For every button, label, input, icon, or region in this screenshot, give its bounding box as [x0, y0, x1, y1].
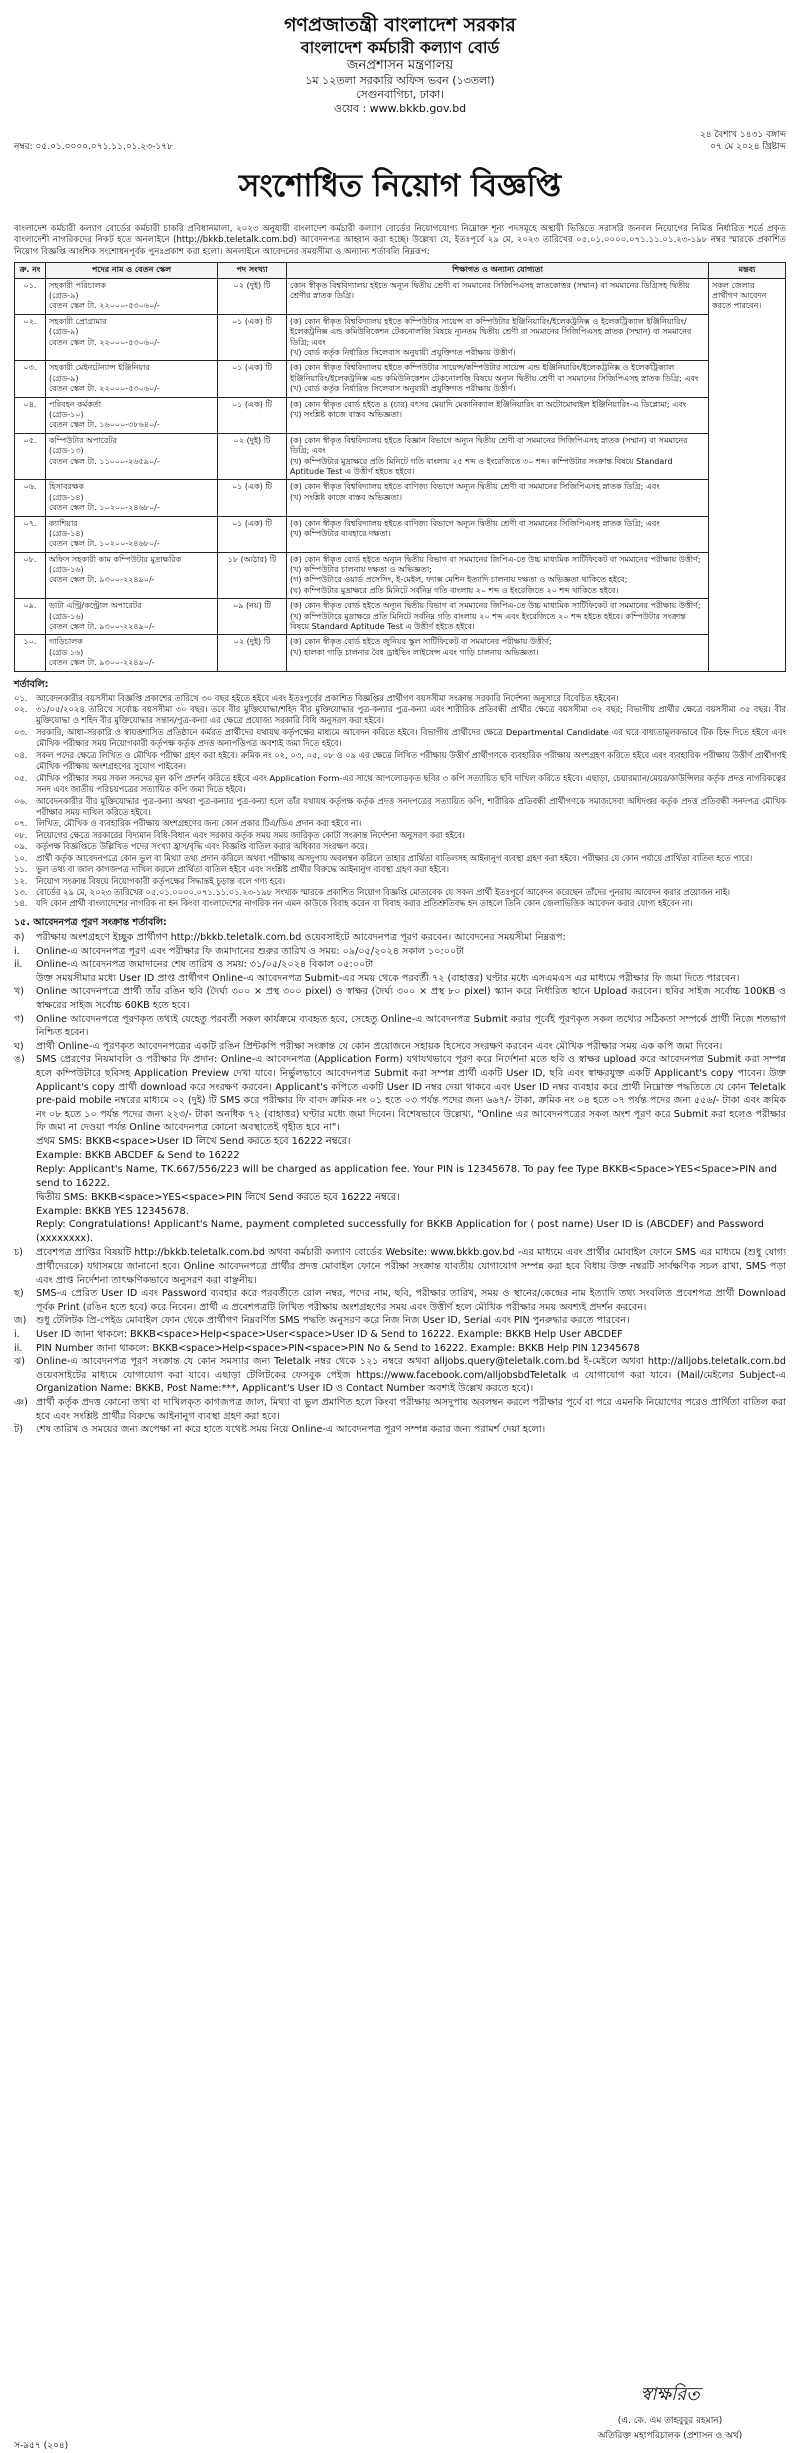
post-post: সহকারী প্রোগ্রামার	[49, 316, 107, 326]
address-line-2: সেগুনবাগিচা, ঢাকা।	[355, 87, 445, 101]
post-scale: বেতন স্কেল টা. ১১০০০-২৬৫৯০/-	[49, 456, 160, 466]
row-post	[46, 552, 218, 599]
conditions-title: শর্তাবলি:	[14, 678, 49, 690]
row-post-count: ০১ (এক) টি	[218, 480, 287, 516]
sms-second-example: Example: BKKB YES 12345678.	[36, 1205, 189, 1217]
letterhead	[14, 14, 786, 115]
after-item	[14, 1355, 786, 1396]
condition-item	[14, 830, 786, 841]
apply-item	[14, 972, 786, 986]
condition-item	[14, 727, 786, 750]
apply-item	[14, 1040, 786, 1054]
after-item-text: প্রার্থী কর্তৃক প্রদত্ত কোনো তথ্য বা দাখিলকৃত কাগজপত্র জাল, মিথ্যা বা ভুল প্রমাণিত হলে কিংবা পরীক্ষায় অসদুপায় অবলম্বন করলে পরীক্ষার পূর্বে বা পরে এমনকি নিয়োগের পরেও প্রার্থিতা বাতিল করা হবে এবং সংশ্লিষ্ট প্রার্থীর বিরুদ্ধে আইনানুগ ব্যবস্থা গ্রহণ করা হবে।	[36, 1397, 786, 1422]
row-post-count: ০২ (দুই) টি	[218, 635, 287, 671]
post-scale: বেতন স্কেল টা. ২২০০০-৫৩০৬০/-	[49, 301, 160, 311]
row-serial: ০৫.	[15, 433, 46, 480]
qualification-item: (খ) কম্পিউটার চালনায় দক্ষতা ও অভিজ্ঞতা;	[290, 565, 432, 575]
row-serial: ০৬.	[15, 480, 46, 516]
row-post-count: ০২ (দুই) টি	[218, 433, 287, 480]
post-grade: (গ্রেড-৯)	[49, 327, 79, 337]
row-qualification	[287, 278, 709, 314]
header-serial: ক্র. নং	[15, 263, 46, 278]
row-post-count: ০১ (এক) টি	[218, 361, 287, 397]
condition-item-number: ১১.	[14, 864, 28, 875]
after-item	[14, 1314, 786, 1328]
condition-item-number: ০৯.	[14, 841, 28, 852]
apply-item-number: গ)	[14, 1013, 25, 1025]
government-name: গণপ্রজাতন্ত্রী বাংলাদেশ সরকার	[284, 14, 516, 36]
notice-title: সংশোধিত নিয়োগ বিজ্ঞপ্তি	[238, 167, 562, 204]
vacancy-table-body	[15, 278, 786, 671]
after-item	[14, 1287, 786, 1314]
row-post	[46, 635, 218, 671]
qualification-item: (ক) কোন স্বীকৃত বিশ্ববিদ্যালয় হইতে বাণিজ্য বিভাগে অন্যূন দ্বিতীয় শ্রেণী বা সমমানের সিজিপিএসহ স্নাতক ডিগ্রি; এবং	[290, 482, 660, 492]
condition-item-number: ০৩.	[14, 726, 28, 737]
row-serial: ০৪.	[15, 397, 46, 433]
qualification-item: (ক) কোন স্বীকৃত বিশ্ববিদ্যালয় হইতে কম্পিউটার সায়েন্স/কম্পিউটার সায়েন্স এন্ড ইঞ্জিনিয়ারিং/ইলেকট্রনিক্স ও ইলেকট্রিক্যাল ইঞ্জিনিয়ারিং/ইলেকট্রনিক্স এন্ড কমিউনিকেশন টেকনোলজি বিষয়ে অন্যূন দ্বিতীয় শ্রেণী বা সমমানের সিজিপিএসহ স্নাতক ডিগ্রি; এবং	[290, 363, 699, 383]
after-item-number: চ)	[14, 1247, 23, 1259]
condition-item-text: ভুল তথ্য বা জাল কাগজপত্র দাখিল করলে প্রার্থিতা বাতিল হইবে এবং সংশ্লিষ্ট প্রার্থীর বিরুদ্ধে আইনানুগ ব্যবস্থা গ্রহণ করা হইবে।	[36, 864, 449, 875]
row-qualification	[287, 314, 709, 361]
row-post-count: ০২ (দুই) টি	[218, 278, 287, 314]
qualification-item: (ঘ) কম্পিউটার মুদ্রাক্ষরে প্রতি মিনিটে সর্বনিম্ন গতি বাংলায় ২০ শব্দ ও ইংরেজিতে ২০ শব্দ থাকিতে হইবে।	[290, 585, 619, 595]
apply-item-text: পরীক্ষায় অংশগ্রহণে ইচ্ছুক প্রার্থীগণ http://bkkb.teletalk.com.bd ওয়েবসাইটে আবেদনপত্র পূরণ করবেন। আবেদনের সময়সীমা নিম্নরূপ:	[36, 931, 566, 943]
post-post: কম্পিউটার অপারেটর	[49, 435, 118, 445]
post-scale: বেতন স্কেল টা. ২২০০০-৫৩০৬০/-	[49, 384, 160, 394]
condition-item-number: ১০.	[14, 852, 28, 863]
apply-item-number	[14, 972, 36, 986]
condition-item-text: ৩১/০৫/২০২৪ তারিখে সর্বোচ্চ বয়সসীমা ৩০ বছর। তবে বীর মুক্তিযোদ্ধা/শহিদ বীর মুক্তিযোদ্ধার পুত্র-কন্যার পুত্র-কন্যা এবং শারীরিক প্রতিবন্ধী প্রার্থীর ক্ষেত্রে বয়সসীমা ৩২ বছর; বিভাগীয় প্রার্থীর ক্ষেত্রে বয়সসীমা ৩৫ বছর। বীর মুক্তিযোদ্ধা ও শহিদ বীর মুক্তিযোদ্ধার সন্তান/পুত্র-কন্যা এর ক্ষেত্রে প্রযোজ্য সরকারি বিধি অনুসরণ করা হইবে।	[36, 704, 786, 726]
apply-item-number: ঙ)	[14, 1054, 25, 1066]
after-item-text: Online-এ আবেদনপত্র পূরণ সংক্রান্ত যে কোন সমস্যার জন্য Teletalk নম্বর থেকে ১২১ নম্বরে অথবা alljobs.query@teletalk.com.bd ই-মেইলে অথবা http://alljobs.teletalk.com.bd ওয়েবসাইটের মাধ্যমে যোগাযোগ করা যাবে। এছাড়া টেলিটকের ফেসবুক পেইজ https://www.facebook.com/alljobsbdTeletalk এ যোগাযোগ করা যাবে। (Mail/মেইলের Subject-এ Organization Name: BKKB, Post Name:***, Applicant's User ID ও Contact Number অবশ্যই উল্লেখ করতে হবে)।	[36, 1356, 786, 1395]
apply-item-text: Online-এ আবেদনপত্র জমাদানের শেষ তারিখ ও সময়: ৩১/০৫/২০২৪ বিকাল ০৫:০০টা	[36, 959, 374, 971]
row-post	[46, 516, 218, 552]
apply-item-number: ক)	[14, 931, 25, 943]
condition-item-number: ০১.	[14, 692, 28, 703]
row-serial: ০২.	[15, 314, 46, 361]
condition-item	[14, 853, 786, 864]
post-post: পরিবহন কর্মকর্তা	[49, 399, 102, 409]
post-scale: বেতন স্কেল টা. ৯৩০০-২২৪৯০/-	[49, 658, 155, 668]
condition-item	[14, 704, 786, 727]
row-post-count: ১৮ (আঠার) টি	[218, 552, 287, 599]
apply-item-text: উক্ত সময়সীমার মধ্যে User ID প্রাপ্ত প্রার্থীগণ Online-এ আবেদনপত্র Submit-এর সময় থেকে পরবর্তী ৭২ (বাহাত্তর) ঘণ্টার মধ্যে এসএমএস এর মাধ্যমে পরীক্ষার ফি জমা দিতে পারবেন।	[36, 972, 740, 984]
condition-item	[14, 773, 786, 796]
after-item-number: জ)	[14, 1315, 27, 1327]
apply-item	[14, 985, 786, 1012]
post-scale: বেতন স্কেল টা. ২২০০০-৫৩০৬০/-	[49, 337, 160, 347]
table-row	[15, 599, 786, 635]
row-qualification	[287, 516, 709, 552]
header-remark: মন্তব্য	[709, 263, 786, 278]
intro-paragraph: বাংলাদেশ কর্মচারী কল্যাণ বোর্ডের কর্মচারী চাকরি প্রবিধানমালা, ২০২৩ অনুযায়ী বাংলাদেশ কর্মচারী কল্যাণ বোর্ডের নিয়োগযোগ্য নিম্নোক্ত শূন্য পদসমূহে অস্থায়ী ভিত্তিতে সরাসরি জনবল নিয়োগের নিমিত্ত নির্ধারিত শর্তে প্রকৃত বাংলাদেশী নাগরিকদের নিকট হতে অনলাইনে (http://bkkb.teletalk.com.bd) আবেদনপত্র আহ্বান করা হচ্ছে। উল্লেখ্য যে, ইতঃপূর্বে ২৯ মে, ২০২৩ তারিখের ০৫.০১.০০০০.০৭১.১১.০১.২৩-১৯৮ নম্বর স্মারকে প্রকাশিত নিয়োগ বিজ্ঞপ্তি আংশিক সংশোধনপূর্বক পুনঃপ্রকাশ করা হলো। অনলাইনে আবেদনের সময়সীমা ও অন্যান্য শর্তাবলি নিম্নরূপ:	[14, 223, 786, 257]
after-item-text: শেষ তারিখ ও সময়ের জন্য অপেক্ষা না করে হাতে যথেষ্ট সময় নিয়ে Online-এ আবেদনপত্র পূরণ সম্পন্ন করার জন্য পরামর্শ দেয়া হলো।	[36, 1424, 546, 1436]
row-post	[46, 480, 218, 516]
condition-item-text: সরকারি, আধা-সরকারি ও স্বায়ত্তশাসিত প্রতিষ্ঠানে কর্মরত প্রার্থীদের যথাযথ কর্তৃপক্ষের মাধ্যমে আবেদন করিতে হইবে। বিভাগীয় প্রার্থীদের ক্ষেত্রে Departmental Candidate এর ঘরে বাধ্যতামূলকভাবে টিক চিহ্ন দিতে হইবে এবং মৌখিক পরীক্ষার সময় নিয়োগকারী কর্তৃপক্ষ কর্তৃক প্রদত্ত অনাপত্তিপত্র অবশ্যই জমা দিতে হইবে।	[36, 726, 786, 749]
apply-list	[14, 931, 786, 1135]
qualification-item: (খ) কম্পিউটারে মুদ্রাক্ষরে প্রতি মিনিটে সর্বনিম্ন গতি বাংলায় ২০ শব্দ এবং ইংরেজিতে ২০ শব্দ হইতে হইবে। কম্পিউটার সংক্রান্ত বিষয়ে Standard Aptitude Test এ উত্তীর্ণ হইতে হইবে।	[290, 611, 686, 632]
row-serial: ১০.	[15, 635, 46, 671]
table-row	[15, 397, 786, 433]
date-english: ০৭ মে ২০২৪ খ্রিষ্টাব্দ	[710, 142, 786, 153]
apply-item	[14, 931, 786, 945]
date-bangla: ২৪ বৈশাখ ১৪৩১ বঙ্গাব্দ	[699, 130, 786, 141]
condition-item-number: ১২.	[14, 875, 28, 886]
condition-item-number: ০৪.	[14, 749, 28, 760]
post-grade: (গ্রেড-১০)	[49, 410, 84, 419]
condition-item-number: ০৫.	[14, 772, 28, 783]
post-post: অফিস সহকারী কাম কম্পিউটার মুদ্রাক্ষরিক	[49, 554, 182, 564]
qualification-item: (খ) সংশ্লিষ্ট কাজে বাস্তব অভিজ্ঞতা।	[290, 492, 402, 502]
qualification-item: (ক) কোন স্বীকৃত বোর্ড হইতে অন্যূন দ্বিতীয় বিভাগ বা সমমানের জিপিএ-তে উচ্চ মাধ্যমিক সার্টিফিকেট বা সমমানের পরীক্ষায় উত্তীর্ণ;	[290, 554, 701, 564]
row-serial: ০৩.	[15, 361, 46, 397]
post-scale: বেতন স্কেল টা. ১০২০০-২৪৬৮০/-	[49, 503, 160, 513]
signature-block	[580, 2380, 760, 2443]
apply-item-number: ii.	[14, 959, 23, 971]
condition-item	[14, 898, 786, 909]
row-post	[46, 599, 218, 635]
after-item-number: ঞ)	[14, 1397, 28, 1408]
post-scale: বেতন স্কেল টা. ১০২০০-২৪৬৮০/-	[49, 539, 160, 549]
row-serial: ০৭.	[15, 516, 46, 552]
signatory-name: (এ. কে. এম তাহবুবুর রহমান)	[617, 2416, 723, 2426]
condition-item-number: ০২.	[14, 704, 28, 715]
qualification-item: কোন স্বীকৃত বিশ্ববিদ্যালয় হইতে অন্যূন দ্বিতীয় শ্রেণী বা সমমানের সিজিপিএসহ স্নাতকোত্তর (সম্মান) বা সমমানের ডিগ্রিসহ দ্বিতীয় শ্রেণীর স্নাতক ডিগ্রি।	[290, 280, 690, 301]
condition-item-number: ১৪.	[14, 898, 28, 909]
after-item-number: i.	[14, 1328, 20, 1340]
signature-mark: স্বাক্ষরিত	[640, 2384, 700, 2405]
condition-item-text: আবেদনকারীর বয়সসীমা বিজ্ঞপ্তি প্রকাশের তারিখে ৩০ বছর হইতে হইবে এবং ইতঃপূর্বের প্রকাশিত বিজ্ঞপ্তির প্রার্থীগণ বয়সসীমা সংক্রান্ত সরকারি নির্দেশনা অনুসারে বিবেচিত হইবেন।	[36, 692, 619, 703]
issue-dates	[700, 129, 786, 153]
condition-item-text: যদি কোন প্রার্থী বাংলাদেশের নাগরিক না হন কিংবা বাংলাদেশের নাগরিক নন এমন কাউকে বিবাহ করেন বা বিবাহ করার প্রতিশ্রুতিবদ্ধ হন তাহলে তিনি কোন জেলাভিত্তিক আবেদন করার যোগ্য হইবেন না।	[36, 898, 693, 909]
apply-item	[14, 958, 786, 972]
post-post: ডাটা এন্ট্রি/কন্ট্রোল অপারেটর	[49, 601, 142, 611]
condition-item-number: ০৬.	[14, 795, 28, 806]
post-grade: (গ্রেড-১৪)	[49, 528, 84, 538]
signatory-designation: অতিরিক্ত মহাপরিচালক (প্রশাসন ও অর্থ)	[597, 2431, 743, 2441]
row-qualification	[287, 433, 709, 480]
condition-item	[14, 693, 786, 704]
row-post	[46, 278, 218, 314]
qualification-item: (ক) কোন স্বীকৃত বিশ্ববিদ্যালয় হইতে বাণিজ্য বিভাগে অন্যূন দ্বিতীয় শ্রেণী বা সমমানের সিজিপিএসহ স্নাতক ডিগ্রি; এবং	[290, 518, 660, 528]
table-row	[15, 552, 786, 599]
apply-item	[14, 1053, 786, 1135]
row-post-count: ০১ (এক) টি	[218, 397, 287, 433]
post-grade: (গ্রেড ১৬)	[49, 647, 84, 657]
memo-number: নম্বর: ০৫.০১.০০০০.০৭১.১১.০১.২৩-১৭৮	[14, 141, 173, 152]
qualification-item: (ক) কোন স্বীকৃত বোর্ড হইতে অন্যূন দ্বিতীয় বিভাগ বা সমমানের জিপিএ-তে উচ্চ মাধ্যমিক সার্টিফিকেট বা সমমানের পরীক্ষায় উত্তীর্ণ;	[290, 601, 701, 611]
row-post-count: ০১ (এক) টি	[218, 516, 287, 552]
condition-item	[14, 796, 786, 819]
row-qualification	[287, 552, 709, 599]
after-item-text: প্রবেশপত্র প্রাপ্তির বিষয়টি http://bkkb.teletalk.com.bd অথবা কর্মচারী কল্যাণ বোর্ডের Website: www.bkkb.gov.bd -এর মাধ্যমে এবং প্রার্থীর মোবাইল ফোনে SMS এর মাধ্যমে (শুধু যোগ্য প্রার্থীদেরকে) যথাসময়ে জানানো হবে। Online আবেদনপত্রে প্রার্থীর প্রদত্ত মোবাইল ফোনে পরীক্ষা সংক্রান্ত যাবতীয় যোগাযোগ সম্পন্ন করা হবে বিধায় উক্ত নম্বরটি সার্বক্ষণিক সচল রাখা, SMS পড়া এবং প্রাপ্ত নির্দেশনা তাৎক্ষণিকভাবে অনুসরণ করা বাঞ্ছনীয়।	[36, 1247, 786, 1286]
condition-item-text: প্রার্থী কর্তৃক আবেদনপত্রে কোন ভুল বা মিথ্যা তথ্য প্রদান করিলে অথবা পরীক্ষায় অসদুপায় অবলম্বন করিলে তাহার প্রার্থিতা বাতিলসহ আইনানুগ ব্যবস্থা গ্রহণ করা হইবে। পরীক্ষার যে কোন পর্যায়ে প্রার্থিতা বাতিল হতে পারে।	[36, 852, 753, 863]
row-post	[46, 397, 218, 433]
table-row	[15, 361, 786, 397]
footer-code: স-৯৫৭ (২০৪)	[14, 2441, 69, 2451]
apply-item-text: প্রার্থী Online-এ পূরণকৃত আবেদনপত্রের একটি রঙিন প্রিন্টকপি পরীক্ষা সংক্রান্ত যে কোন প্রয়োজনে সহায়ক হিসেবে সংরক্ষণ করবেন এবং মৌখিক পরীক্ষার সময় এক কপি জমা দিবেন।	[36, 1040, 723, 1052]
after-item-text: SMS-এ প্রেরিত User ID এবং Password ব্যবহার করে পরবর্তীতে রোল নম্বর, পদের নাম, ছবি, পরীক্ষার তারিখ, সময় ও স্থানের/কেন্দ্রের নাম ইত্যাদি তথ্য সংবলিত প্রবেশপত্র প্রার্থী Download পূর্বক Print (রঙিন হতে হবে) করে নিবেন। প্রার্থী এ প্রবেশপত্রটি লিখিত পরীক্ষায় অংশগ্রহণের সময় এবং উত্তীর্ণ হলে মৌখিক পরীক্ষার সময় অবশ্যই প্রদর্শন করবেন।	[36, 1288, 786, 1313]
row-serial: ০১.	[15, 278, 46, 314]
conditions-list	[14, 693, 786, 910]
condition-item	[14, 864, 786, 875]
vacancy-table	[14, 262, 786, 671]
after-item-text: User ID জানা থাকলে: BKKB<space>Help<space>User<space>User ID & Send to 16222. Example: BKKB Help User ABCDEF	[36, 1328, 623, 1340]
after-item-number: ট)	[14, 1424, 23, 1436]
sms-first-label: প্রথম SMS: BKKB<space>User ID লিখে Send করতে হবে 16222 নম্বরে।	[36, 1136, 351, 1148]
sms-second-label: দ্বিতীয় SMS: BKKB<space>YES<space>PIN লিখে Send করতে হবে 16222 নম্বরে।	[36, 1191, 400, 1203]
post-post: হিসাবরক্ষক	[49, 482, 85, 492]
qualification-item: (গ) কম্পিউটারে ওয়ার্ড প্রসেসিং, ই-মেইল, ফ্যাক্স মেশিন ইত্যাদি চালনায় দক্ষতা ও অভিজ্ঞতা থাকিতে হইবে;	[290, 575, 628, 585]
website: ওয়েব : www.bkkb.gov.bd	[333, 101, 467, 115]
after-item-number: ঝ)	[14, 1356, 26, 1368]
header-qualification: শিক্ষাগত ও অন্যান্য যোগ্যতা	[287, 263, 709, 278]
post-grade: (গ্রেড-১৪)	[49, 492, 84, 502]
row-post	[46, 314, 218, 361]
apply-item-text: Online-এ আবেদনপত্র পূরণ এবং পরীক্ষার ফি জমাদানের শুরুর তারিখ ও সময়: ০৯/০৫/২০২৪ সকাল ১০:০০টা	[36, 945, 465, 957]
condition-item-text: কর্তৃপক্ষ বিজ্ঞপ্তিতে উল্লিখিত পদের সংখ্যা হ্রাস/বৃদ্ধি এবং বিজ্ঞপ্তি বাতিল করার অধিকার সংরক্ষণ করে।	[36, 841, 368, 852]
condition-item-text: সকল পদের ক্ষেত্রে লিখিত ও মৌখিক পরীক্ষা গ্রহণ করা হইবে। ক্রমিক নং ০২, ০৩, ০৫, ০৮ ও ০৯ এর ক্ষেত্রে লিখিত পরীক্ষায় উত্তীর্ণ প্রার্থীগণকে ব্যবহারিক পরীক্ষায় অংশগ্রহণ করিতে হইবে এবং ব্যবহারিক পরীক্ষায় উত্তীর্ণ প্রার্থীগণই মৌখিক পরীক্ষায় অংশগ্রহণের সুযোগ পাইবেন।	[36, 749, 786, 772]
table-row	[15, 278, 786, 314]
apply-item-text: SMS প্রেরণের নিয়মাবলি ও পরীক্ষার ফি প্রদান: Online-এ আবেদনপত্র (Application Form) যথাযথভাবে পূরণ করে নির্দেশনা মতে ছবি ও স্বাক্ষর upload করে আবেদনপত্র Submit করা সম্পন্ন হলে কম্পিউটারে ছবিসহ Application Preview দেখা যাবে। নির্ভুলভাবে আবেদনপত্র Submit করা সম্পন্ন প্রার্থী একটি User ID, ছবি এবং স্বাক্ষরযুক্ত একটি Applicant's copy পাবেন। উক্ত Applicant's copy প্রার্থী download করে সংরক্ষণ করবেন। Applicant's কপিতে একটি User ID নম্বর দেয়া থাকবে এবং User ID নম্বর ব্যবহার করে প্রার্থী নিম্নোক্ত পদ্ধতিতে যে কোন Teletalk pre-paid mobile নম্বরের মাধ্যমে ০২ (দুই) টি SMS করে পরীক্ষার ফি বাবদ ক্রমিক নং ০১ হতে ০৩ পর্যন্ত পদের জন্য ৬৬৭/- টাকা, ক্রমিক নং ০৪ হতে ০৭ পর্যন্ত পদের জন্য ৫৫৬/- টাকা এবং ক্রমিক নং ০৮ হতে ১০ পর্যন্ত পদের জন্য ২২৩/- টাকা অনধিক ৭২ (বাহাত্তর) ঘণ্টার মধ্যে জমা দিবেন। বিশেষভাবে উল্লেখ্য, "Online এর আবেদনপত্রের সকল অংশ পূরণ করে Submit করা হলেও পরীক্ষার ফি জমা না দেওয়া পর্যন্ত Online আবেদনপত্র কোনো অবস্থাতেই গৃহীত হবে না"।	[36, 1054, 786, 1134]
after-item	[14, 1342, 786, 1356]
post-scale: বেতন স্কেল টা. ৯৩০০-২২৪৯০/-	[49, 622, 155, 632]
table-row	[15, 433, 786, 480]
condition-item	[14, 887, 786, 898]
after-item	[14, 1423, 786, 1437]
qualification-item: (খ) বোর্ড কর্তৃক নির্ধারিত সিলেবাস অনুযায়ী প্রযুক্তিগত পরীক্ষায় উত্তীর্ণ।	[290, 384, 516, 394]
apply-item-text: Online আবেদনপত্রে প্রার্থী তাঁর রঙিন ছবি (দৈর্ঘ্য ৩০০ × প্রস্থ ৩০০ pixel) ও স্বাক্ষর (দৈর্ঘ্য ৩০০ × প্রস্থ ৮০ pixel) স্ক্যান করে নির্ধারিত স্থানে Upload করবেন। ছবির সাইজ সর্বোচ্চ 100KB ও স্বাক্ষরের সাইজ সর্বোচ্চ 60KB হতে হবে।	[36, 986, 786, 1011]
row-serial: ০৯.	[15, 599, 46, 635]
table-header-row	[15, 263, 786, 278]
condition-item	[14, 750, 786, 773]
row-remark: সকল জেলার প্রার্থীগণ আবেদন করতে পারবেন।	[709, 278, 786, 671]
post-grade: (গ্রেড-১৬)	[49, 611, 84, 621]
row-post	[46, 433, 218, 480]
condition-item	[14, 876, 786, 887]
qualification-item: (খ) কম্পিউটার ব্যবহারে দক্ষতা।	[290, 528, 391, 538]
post-post: সহকারী পরিচালক	[49, 280, 106, 290]
condition-item-number: ০৭.	[14, 818, 28, 829]
ministry-name: জনপ্রশাসন মন্ত্রণালয়	[346, 57, 454, 73]
qualification-item: (খ) বোর্ড কর্তৃক নির্ধারিত সিলেবাস অনুযায়ী প্রযুক্তিগত পরীক্ষায় উত্তীর্ণ।	[290, 348, 516, 358]
post-grade: (গ্রেড-৯)	[49, 373, 79, 383]
table-row	[15, 516, 786, 552]
row-post-count: ০১ (এক) টি	[218, 314, 287, 361]
row-qualification	[287, 361, 709, 397]
apply-item-text: Online আবেদনপত্রে পূরণকৃত তথ্যই যেহেতু পরবর্তী সকল কার্যক্রমে ব্যবহৃত হবে, সেহেতু Online-এ আবেদনপত্র Submit করার পূর্বেই পূরণকৃত সকল তথ্যের সঠিকতা সম্পর্কে প্রার্থী নিজে শতভাগ নিশ্চিত হবেন।	[36, 1013, 786, 1039]
condition-item-text: নিয়োগ সংক্রান্ত বিষয়ে নিয়োগকারী কর্তৃপক্ষের সিদ্ধান্তই চূড়ান্ত বলে গণ্য হবে।	[36, 875, 286, 886]
apply-item-number: খ)	[14, 986, 25, 998]
address-line-1: ১ম ১২তলা সরকারি অফিস ভবন (১৩তলা)	[305, 74, 495, 87]
qualification-item: (খ) সংশ্লিষ্ট কাজে বাস্তব অভিজ্ঞতা।	[290, 410, 402, 419]
condition-item-text: মৌখিক পরীক্ষার সময় সকল সনদের মূল কপি প্রদর্শন করিতে হইবে এবং Application Form-এর সাথে আপলোডকৃত ছবির ৩ কপি সত্যায়িত ছবি দাখিল করিতে হইবে। এছাড়া, চেয়ারম্যান/মেয়র/কাউন্সিলর কর্তৃক প্রদত্ত নাগরিকত্বের সনদ এবং জাতীয় পরিচয়পত্রের সত্যায়িত কপি জমা দিতে হইবে।	[36, 772, 786, 795]
header-count: পদ সংখ্যা	[218, 263, 287, 278]
row-serial: ০৮.	[15, 552, 46, 599]
post-post: গাড়িচালক	[49, 637, 83, 647]
after-item-number: ছ)	[14, 1288, 24, 1300]
table-row	[15, 635, 786, 671]
sms-second-reply: Reply: Congratulations! Applicant's Name, payment completed successfully for BKKB Application for ( post name) User ID is (ABCDEF) and Password (xxxxxxxx).	[36, 1219, 764, 1245]
qualification-item: (খ) হালকা গাড়ি চালনার বৈধ ড্রাইভিং লাইসেন্স এবং গাড়ি চালনায় অভিজ্ঞতা।	[290, 647, 539, 657]
table-row	[15, 480, 786, 516]
post-post: ক্যাশিয়ার	[49, 518, 78, 528]
row-qualification	[287, 480, 709, 516]
condition-item	[14, 818, 786, 829]
row-qualification	[287, 635, 709, 671]
after-item	[14, 1246, 786, 1287]
condition-item-text: আবেদনকারীর বীর মুক্তিযোদ্ধার পুত্র-কন্যা অথবা পুত্র-কন্যার পুত্র-কন্যা হলে তাঁর যথাযথ কর্তৃপক্ষ কর্তৃক প্রদত্ত সনদপত্রের সত্যায়িত কপি, শারীরিক প্রতিবন্ধী প্রার্থীগণকে সমাজসেবা অধিদপ্তর কর্তৃক প্রদত্ত প্রতিবন্ধী সনদপত্র মৌখিক পরীক্ষার সময় দাখিল করিতে হইবে।	[36, 795, 786, 817]
qualification-item: (খ) কম্পিউটার মুদ্রাক্ষরে প্রতি মিনিটে গতি বাংলায় ২৫ শব্দ ও ইংরেজিতে ৩০ শব্দ। কম্পিউটার সংক্রান্ত বিষয়ে Standard Aptitude Test এ উত্তীর্ণ হইতে হইবে।	[290, 456, 673, 476]
after-item	[14, 1328, 786, 1342]
condition-item-text: বোর্ডের ২৯ মে, ২০২৩ তারিখের ০৫.০১.০০০০.০৭১.১১.০১.২৩-১৯৮ সংখ্যক স্মারকে প্রকাশিত নিয়োগ বিজ্ঞপ্তি মোতাবেক যে সকল প্রার্থী ইতঃপূর্বে আবেদন করেছেন তাঁদের পুনরায় আবেদন করার প্রয়োজন নাই।	[36, 887, 730, 898]
row-qualification	[287, 599, 709, 635]
row-post-count: ০৯ (নয়) টি	[218, 599, 287, 635]
sms-instructions	[14, 1135, 786, 1246]
condition-item	[14, 841, 786, 852]
row-post	[46, 361, 218, 397]
qualification-item: (ক) কোন স্বীকৃত বিশ্ববিদ্যালয় হইতে বিজ্ঞান বিভাগে অন্যূন দ্বিতীয় শ্রেণী বা সমমানের সিজিপিএসহ স্নাতক (সম্মান) বা সমমানের ডিগ্রি; এবং	[290, 435, 688, 456]
condition-item-text: লিখিত, মৌখিক ও ব্যবহারিক পরীক্ষায় অংশগ্রহণের জন্য কোন প্রকার টিএ/ডিএ প্রদান করা হইবে না।	[36, 818, 362, 829]
after-item-number: ii.	[14, 1342, 23, 1354]
sms-first-reply: Reply: Applicant's Name, TK.667/556/223 will be charged as application fee. Your PIN is 12345678. To pay fee Type BKKB<Space>YES<Space>PIN and send to 16222.	[36, 1163, 778, 1189]
qualification-item: (ক) কোন স্বীকৃত বিশ্ববিদ্যালয় হইতে কম্পিউটার সায়েন্স বা কম্পিউটার ইঞ্জিনিয়ারিং/ইলেকট্রনিক্স ও ইলেকট্রিক্যাল ইঞ্জিনিয়ারিং/ইলেকট্রনিক্স এন্ড কমিউনিকেশন টেকনোলজি বিষয়ে ন্যূনতম দ্বিতীয় শ্রেণী বা সমমানের সিজিপিএসহ স্নাতক (সম্মান) বা সমমানের ডিগ্রি; এবং	[290, 316, 692, 347]
after-list	[14, 1246, 786, 1437]
post-post: সহকারী মেইনটেন্যান্স ইঞ্জিনিয়ার	[49, 363, 150, 373]
reference-row	[14, 129, 786, 153]
apply-item	[14, 1013, 786, 1040]
after-item-text: PIN Number জানা থাকলে: BKKB<space>Help<space>PIN<space>PIN No & Send to 16222. Example: BKKB Help PIN 12345678	[36, 1342, 640, 1354]
post-scale: বেতন স্কেল টা. ১৬০০০-৩৮৬৪০/-	[49, 420, 160, 430]
row-qualification	[287, 397, 709, 433]
post-grade: (গ্রেড-৯)	[49, 291, 79, 301]
condition-item-number: ১৩.	[14, 887, 28, 898]
post-grade: (গ্রেড-১৩)	[49, 446, 84, 456]
after-item	[14, 1396, 786, 1423]
condition-item-text: নিয়োগের ক্ষেত্রে সরকারের বিদ্যমান বিধি-বিধান এবং সরকার কর্তৃক সময় সময় জারিকৃত কোটা সংক্রান্ত নির্দেশনা অনুসরণ করা হইবে।	[36, 829, 465, 840]
header-post: পদের নাম ও বেতন স্কেল	[46, 263, 218, 278]
apply-item-number: i.	[14, 945, 20, 957]
apply-item	[14, 945, 786, 959]
table-row	[15, 314, 786, 361]
qualification-item: (ক) কোন স্বীকৃত বোর্ড হইতে ৪ (চার) বৎসর মেয়াদি মেকানিক্যাল ইঞ্জিনিয়ারিং বা অটোমোবাইল ইঞ্জিনিয়ারিং-এ ডিপ্লোমা; এবং	[290, 399, 687, 409]
condition-item-number: ০৮.	[14, 829, 28, 840]
apply-title: ১৫. আবেদনপত্র পূরণ সংক্রান্ত শর্তাবলি:	[14, 916, 167, 928]
apply-item-number: ঘ)	[14, 1040, 24, 1052]
board-name: বাংলাদেশ কর্মচারী কল্যাণ বোর্ড	[300, 37, 500, 57]
after-item-text: শুধু টেলিটক প্রি-পেইড মোবাইল ফোন থেকে প্রার্থীগণ নিম্নবর্ণিত SMS পদ্ধতি অনুসরণ করে নিজ নিজ User ID, Serial এবং PIN পুনরুদ্ধার করতে পারবেন।	[36, 1315, 630, 1327]
post-scale: বেতন স্কেল টা. ৯৩০০-২২৪৯০/-	[49, 575, 155, 585]
sms-first-example: Example: BKKB ABCDEF & Send to 16222	[36, 1149, 240, 1161]
post-grade: (গ্রেড-১৬)	[49, 565, 84, 575]
qualification-item: (ক) কোন স্বীকৃত বোর্ড হইতে জুনিয়র স্কুল সার্টিফিকেট বা সমমানের পরীক্ষায় উত্তীর্ণ;	[290, 637, 552, 647]
